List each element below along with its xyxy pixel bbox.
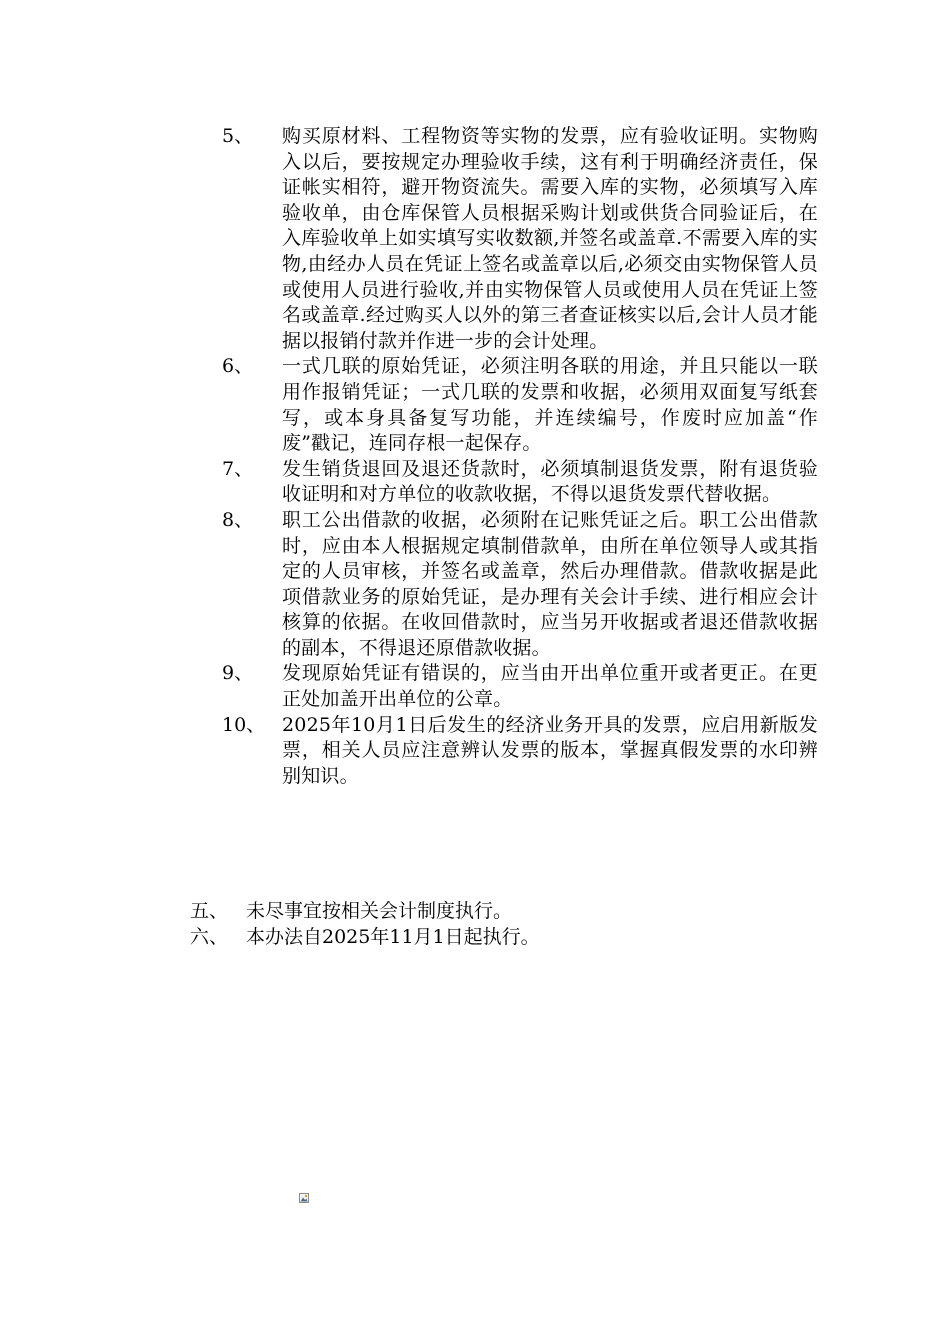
numbered-clause-list [222, 124, 822, 789]
clause-text: 一式几联的原始凭证，必须注明各联的用途，并且只能以一联用作报销凭证；一式几联的发票和收据，必须用双面复写纸套写，或本身具备复写功能，并连续编号，作废时应加盖“作废”戳记，连同存根一起保存。 [282, 355, 818, 455]
section-number: 五、 [190, 900, 229, 922]
clause-text: 发现原始凭证有错误的，应当由开出单位重开或者更正。在更正处加盖开出单位的公章。 [282, 662, 818, 711]
clause-item-5 [222, 124, 822, 354]
clause-number: 7、 [222, 457, 254, 480]
clause-number: 8、 [222, 508, 254, 531]
clause-text: 发生销货退回及退还货款时，必须填制退货发票，附有退货验收证明和对方单位的收款收据，不得以退货发票代替收据。 [282, 457, 818, 506]
clause-number: 9、 [222, 662, 254, 685]
section-item-5 [190, 899, 810, 925]
clause-text: 购买原材料、工程物资等实物的发票，应有验收证明。实物购入以后，要按规定办理验收手续，这有利于明确经济责任，保证帐实相符，避开物资流失。需要入库的实物，必须填写入库验收单，由仓库保管人员根据采购计划或供货合同验证后，在入库验收单上如实填写实收数额,并签名或盖章.不需要入库的实物,由经办人员在凭证上签名或盖章以后,必须交由实物保管人员或使用人员进行验收,并由实物保管人员或使用人员在凭证上签名或盖章.经过购买人以外的第三者查证核实以后,会计人员才能据以报销付款并作进一步的会计处理。 [282, 125, 818, 352]
section-text: 本办法自2025年11月1日起执行。 [246, 925, 540, 948]
clause-text: 2025年10月1日后发生的经济业务开具的发票，应启用新版发票，相关人员应注意辨认发票的版本，掌握真假发票的水印辨别知识。 [282, 713, 818, 787]
clause-number: 10、 [222, 713, 266, 736]
clause-number: 6、 [222, 355, 254, 378]
section-list [190, 899, 810, 950]
image-placeholder-icon [299, 1193, 309, 1203]
clause-item-6 [222, 354, 822, 456]
section-number: 六、 [190, 925, 229, 948]
clause-number: 5、 [222, 125, 254, 147]
section-item-6 [190, 925, 810, 951]
clause-item-9 [222, 661, 822, 712]
clause-text: 职工公出借款的收据，必须附在记账凭证之后。职工公出借款时，应由本人根据规定填制借款单，由所在单位领导人或其指定的人员审核，并签名或盖章，然后办理借款。借款收据是此项借款业务的原始凭证，是办理有关会计手续、进行相应会计核算的依据。在收回借款时，应当另开收据或者退还借款收据的副本，不得退还原借款收据。 [282, 508, 818, 659]
clause-item-10 [222, 713, 822, 790]
clause-item-7 [222, 457, 822, 508]
clause-item-8 [222, 508, 822, 662]
section-text: 未尽事宜按相关会计制度执行。 [246, 900, 513, 922]
